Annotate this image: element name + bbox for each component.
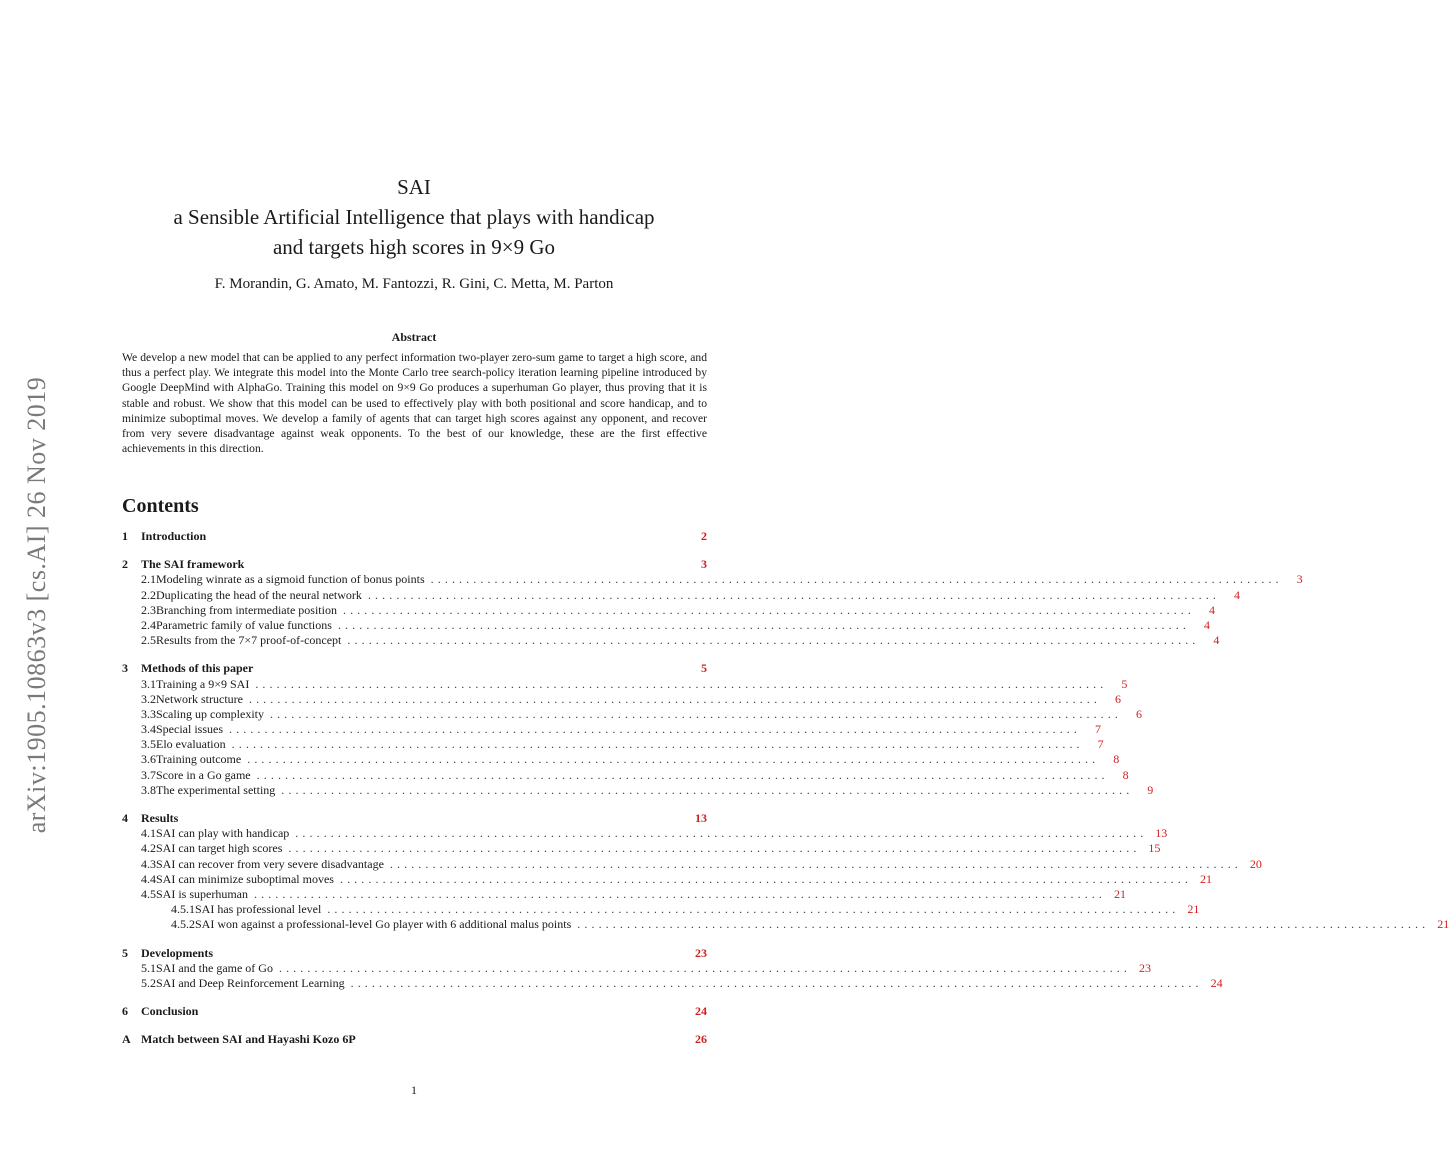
- toc-entry-number: 4.5.2: [171, 917, 195, 932]
- toc-entry[interactable]: [122, 617, 1210, 633]
- toc-leader-dots: ........................................................................................................................: [281, 782, 1134, 797]
- toc-page-link[interactable]: 5: [701, 661, 707, 676]
- toc-page-link[interactable]: 23: [1138, 960, 1151, 975]
- toc-entry-number: 2: [122, 557, 128, 572]
- toc-entry[interactable]: [122, 1032, 707, 1047]
- toc-entry-number: 2.1: [141, 572, 156, 587]
- title-line-3: and targets high scores in 9×9 Go: [272, 235, 556, 259]
- toc-entry-label[interactable]: Parametric family of value functions: [156, 617, 332, 632]
- toc-entry-number: 4.5.1: [171, 902, 195, 917]
- toc-page-link[interactable]: 21: [1114, 886, 1126, 901]
- toc-page-link[interactable]: 4: [1208, 602, 1215, 617]
- toc-entry[interactable]: [122, 691, 1121, 707]
- toc-entry-label[interactable]: SAI can play with handicap: [156, 826, 290, 841]
- toc-entry-label[interactable]: SAI is superhuman: [156, 886, 248, 901]
- toc-entry-number: 4: [122, 811, 128, 825]
- toc-leader-dots: ........................................................................................................................: [254, 886, 1106, 901]
- toc-entry[interactable]: [122, 752, 1120, 767]
- toc-entry-label[interactable]: Network structure: [156, 691, 243, 706]
- toc-entry-label[interactable]: SAI has professional level: [195, 902, 322, 917]
- toc-entry[interactable]: [122, 871, 1212, 887]
- toc-entry-label[interactable]: Results from the 7×7 proof-of-concept: [156, 633, 342, 648]
- toc-leader-dots: ........................................................................................................................: [248, 691, 1101, 706]
- toc-entry[interactable]: [122, 782, 1154, 798]
- toc-page-link[interactable]: 23: [695, 945, 707, 960]
- toc-entry[interactable]: [122, 946, 707, 961]
- toc-entry[interactable]: [122, 587, 1240, 603]
- arxiv-identifier: arXiv:1905.10863v3 [cs.AI] 26 Nov 2019: [22, 376, 51, 834]
- toc-page-link[interactable]: 2: [701, 529, 707, 543]
- toc-page-link[interactable]: 4: [1213, 633, 1220, 648]
- toc-page-link[interactable]: 8: [1113, 752, 1120, 767]
- toc-entry[interactable]: [122, 886, 1126, 902]
- toc-page-link[interactable]: 21: [1437, 917, 1449, 932]
- toc-page-link[interactable]: 24: [1210, 975, 1223, 990]
- page-number: 1: [411, 1083, 417, 1097]
- abstract-text: We develop a new model that can be applied to any perfect information two-player zero-sum game to target a high score, and thus a perfect play. We integrate this model into the Monte Carlo tree search-policy iteration learning pipeline introduced by Google DeepMind with AlphaGo. Training this model on 9×9 Go produces a superhuman Go player, thus proving that it is stable and robust. We show that this model can be used to effectively play with both positional and score handicap, and to minimize suboptimal moves. We develop a family of agents that can target high scores against any opponent, and recover from very severe disadvantage against weak opponents. To the best of our knowledge, these are the first effective achievements in this direction.: [122, 351, 707, 456]
- toc-entry-number: 4.1: [141, 826, 156, 841]
- toc-leader-dots: ........................................................................................................................: [269, 706, 1122, 721]
- toc-page-link[interactable]: 7: [1097, 737, 1104, 752]
- toc-leader-dots: ........................................................................................................................: [367, 587, 1220, 602]
- toc-leader-dots: ........................................................................................................................: [229, 722, 1081, 737]
- toc-entry[interactable]: [122, 841, 1161, 856]
- toc-leader-dots: ........................................................................................................................: [350, 975, 1203, 990]
- toc-entry[interactable]: [122, 706, 1142, 722]
- toc-entry-label[interactable]: The experimental setting: [156, 782, 276, 797]
- toc-page-link[interactable]: 6: [1135, 706, 1142, 721]
- toc-page-link[interactable]: 5: [1121, 676, 1128, 691]
- toc-leader-dots: ........................................................................................................................: [430, 572, 1283, 587]
- toc-entry-label[interactable]: SAI and the game of Go: [156, 960, 273, 975]
- toc-page-link[interactable]: 6: [1114, 691, 1121, 706]
- toc-entry-number: 3.2: [141, 691, 156, 706]
- toc-entry[interactable]: [122, 633, 1220, 648]
- toc-entry[interactable]: [122, 661, 707, 676]
- toc-entry-number: 3.7: [141, 767, 156, 782]
- toc-entry-number: 6: [122, 1004, 128, 1019]
- toc-page-link[interactable]: 3: [701, 557, 707, 572]
- toc-entry-label[interactable]: SAI can minimize suboptimal moves: [156, 871, 334, 886]
- toc-entry-label[interactable]: Developments: [141, 945, 213, 960]
- toc-entry-number: 4.5: [141, 886, 156, 901]
- toc-entry[interactable]: [122, 602, 1215, 618]
- toc-entry-number: 2.2: [141, 587, 156, 602]
- toc-entry-number: 5.1: [141, 960, 156, 975]
- toc-leader-dots: ........................................................................................................................: [389, 856, 1242, 871]
- toc-entry-number: A: [122, 1032, 131, 1047]
- toc-leader-dots: ........................................................................................................................: [342, 602, 1195, 617]
- toc-entry[interactable]: [122, 826, 1168, 841]
- toc-entry[interactable]: [122, 856, 1262, 872]
- toc-entry[interactable]: [122, 811, 707, 826]
- toc-leader-dots: ........................................................................................................................: [295, 826, 1148, 841]
- toc-leader-dots: ........................................................................................................................: [327, 902, 1180, 917]
- abstract-heading: Abstract: [391, 330, 437, 344]
- toc-page-link[interactable]: 26: [695, 1032, 707, 1047]
- toc-entry-number: 3.6: [141, 752, 156, 767]
- toc-entry[interactable]: [122, 917, 1449, 932]
- toc-entry[interactable]: [122, 557, 707, 572]
- toc-entry-label[interactable]: Scaling up complexity: [156, 706, 264, 721]
- toc-entry-label[interactable]: The SAI framework: [141, 557, 245, 572]
- toc-entry-label[interactable]: SAI can target high scores: [156, 841, 283, 856]
- toc-page-link[interactable]: 8: [1122, 767, 1129, 782]
- toc-page-link[interactable]: 21: [1199, 871, 1212, 886]
- toc-leader-dots: ........................................................................................................................: [288, 841, 1141, 856]
- toc-entry-label[interactable]: SAI won against a professional-level Go player with 6 additional malus points: [195, 917, 572, 932]
- toc-page-link[interactable]: 4: [1233, 587, 1240, 602]
- toc-leader-dots: ........................................................................................................................: [337, 617, 1190, 632]
- toc-entry-number: 1: [122, 529, 128, 543]
- toc-entry-label[interactable]: Methods of this paper: [141, 661, 254, 676]
- toc-entry[interactable]: [122, 1004, 707, 1019]
- toc-entry-number: 2.3: [141, 602, 156, 617]
- toc-entry-number: 2.5: [141, 633, 156, 648]
- toc-entry-number: 3.5: [141, 737, 156, 752]
- title-short: SAI: [397, 175, 431, 199]
- toc-entry-number: 4.3: [141, 856, 156, 871]
- toc-entry-number: 3: [122, 661, 128, 676]
- toc-entry-number: 4.4: [141, 871, 156, 886]
- toc-entry-label[interactable]: Training a 9×9 SAI: [156, 676, 250, 691]
- toc-entry-label[interactable]: SAI and Deep Reinforcement Learning: [156, 975, 345, 990]
- toc-entry-number: 2.4: [141, 617, 156, 632]
- toc-leader-dots: ........................................................................................................................: [247, 752, 1100, 767]
- toc-entry-label[interactable]: Score in a Go game: [156, 767, 251, 782]
- toc-entry-number: 3.8: [141, 782, 156, 797]
- toc-page-link[interactable]: 7: [1095, 722, 1101, 737]
- toc-page-link[interactable]: 13: [1155, 826, 1168, 841]
- title-line-2: a Sensible Artificial Intelligence that plays with handicap: [173, 205, 655, 229]
- toc-leader-dots: ........................................................................................................................: [577, 917, 1430, 932]
- toc-entry[interactable]: [122, 737, 1104, 752]
- toc-entry-number: 3.1: [141, 676, 156, 691]
- toc-entry-label[interactable]: Modeling winrate as a sigmoid function of bonus points: [156, 572, 425, 587]
- toc-entry-label[interactable]: Elo evaluation: [156, 737, 226, 752]
- toc-leader-dots: ........................................................................................................................: [256, 767, 1109, 782]
- author-list: F. Morandin, G. Amato, M. Fantozzi, R. Gini, C. Metta, M. Parton: [214, 276, 614, 292]
- toc-entry-label[interactable]: Training outcome: [156, 752, 242, 767]
- toc-entry-label[interactable]: Match between SAI and Hayashi Kozo 6P: [141, 1032, 356, 1047]
- toc-entry-number: 4.2: [141, 841, 156, 856]
- toc-entry[interactable]: [122, 975, 1223, 991]
- toc-entry[interactable]: [122, 572, 1303, 587]
- toc-entry[interactable]: [122, 676, 1128, 692]
- toc-page-link[interactable]: 15: [1148, 841, 1161, 856]
- toc-entry-label[interactable]: Conclusion: [141, 1004, 199, 1019]
- toc-page-link[interactable]: 13: [695, 811, 707, 825]
- toc-entry-number: 3.4: [141, 722, 156, 737]
- toc-page-link[interactable]: 20: [1249, 856, 1262, 871]
- toc-page-link[interactable]: 4: [1203, 617, 1210, 632]
- toc-entry-label[interactable]: Results: [141, 811, 179, 825]
- toc-entry-number: 5: [122, 945, 128, 960]
- toc-entry-label[interactable]: Introduction: [141, 529, 207, 543]
- toc-entry-number: 5.2: [141, 975, 156, 990]
- toc-entry[interactable]: [122, 960, 1151, 976]
- contents-heading: Contents: [122, 495, 199, 517]
- toc-page-link[interactable]: 24: [695, 1004, 707, 1019]
- toc-page-link[interactable]: 21: [1187, 902, 1200, 917]
- toc-entry[interactable]: [122, 767, 1129, 783]
- toc-leader-dots: ........................................................................................................................: [347, 633, 1200, 648]
- toc-entry[interactable]: [122, 529, 707, 544]
- toc-entry-label[interactable]: Duplicating the head of the neural network: [156, 587, 362, 602]
- toc-leader-dots: ........................................................................................................................: [231, 737, 1084, 752]
- toc-entry-label[interactable]: Special issues: [156, 722, 223, 737]
- toc-entry-label[interactable]: SAI can recover from very severe disadvantage: [156, 856, 384, 871]
- toc-entry[interactable]: [122, 722, 1101, 737]
- toc-page-link[interactable]: 3: [1296, 572, 1303, 587]
- toc-leader-dots: ........................................................................................................................: [339, 871, 1192, 886]
- toc-page-link[interactable]: 9: [1147, 782, 1154, 797]
- toc-entry-number: 3.3: [141, 706, 156, 721]
- toc-entry-label[interactable]: Branching from intermediate position: [156, 602, 337, 617]
- toc-leader-dots: ........................................................................................................................: [255, 676, 1108, 691]
- table-of-contents: [122, 529, 1449, 1047]
- toc-leader-dots: ........................................................................................................................: [278, 960, 1131, 975]
- paper-title: [0, 172, 828, 262]
- toc-entry[interactable]: [122, 902, 1200, 917]
